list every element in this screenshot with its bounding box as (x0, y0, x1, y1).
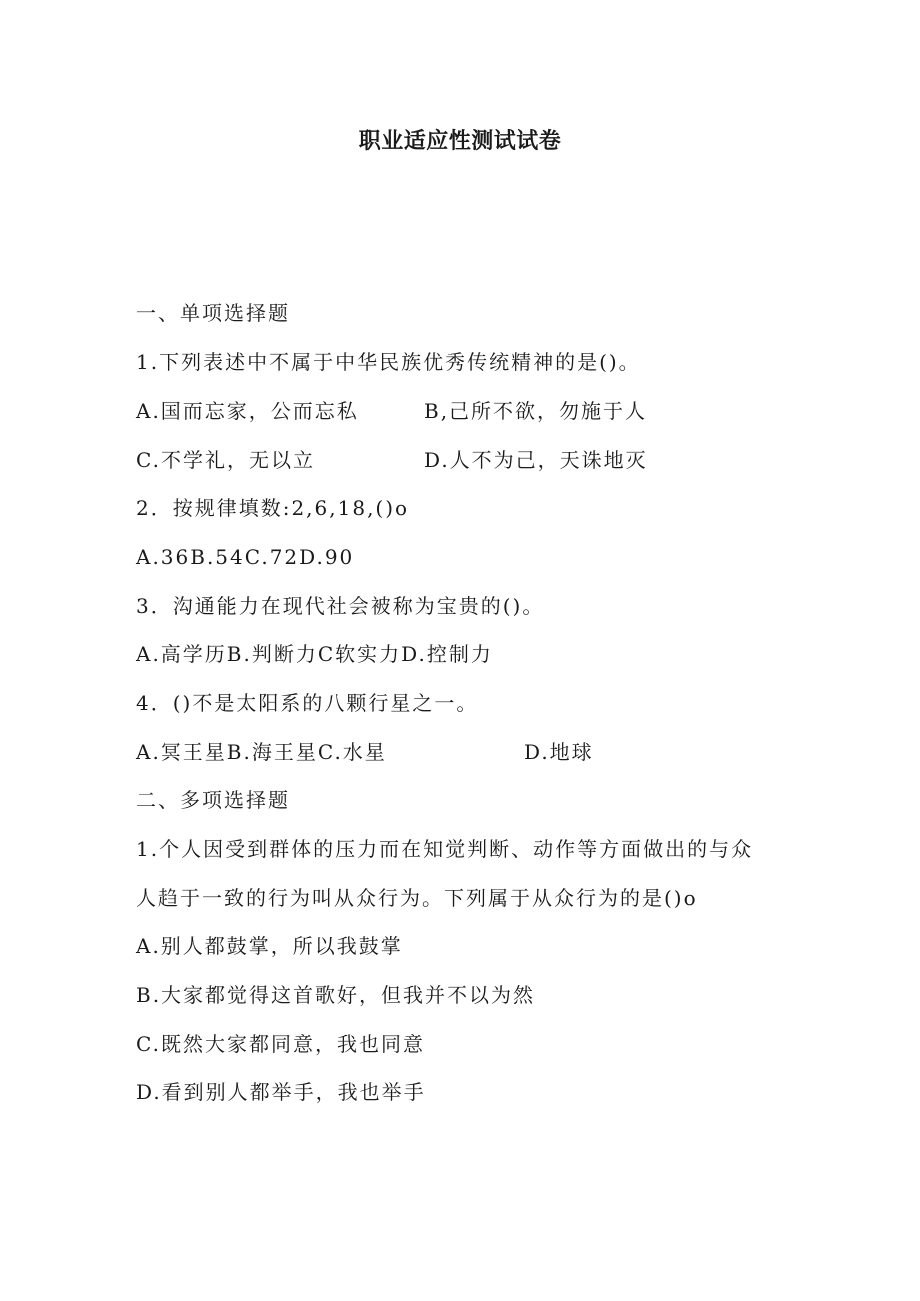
document-title: 职业适应性测试试卷 (358, 129, 562, 154)
question-1-option-b: B,己所不欲，勿施于人 (424, 399, 648, 423)
mc-question-1-option-a: A.别人都鼓掌，所以我鼓掌 (136, 934, 403, 958)
question-4-options (136, 738, 594, 766)
question-1-option-a: A.国而忘家，公而忘私 (136, 399, 359, 423)
section-heading-single-choice: 一、单项选择题 (136, 301, 290, 325)
mc-question-1-option-c: C.既然大家都同意，我也同意 (136, 1032, 425, 1056)
question-1-options-row2 (136, 446, 648, 474)
mc-question-1-option-d: D.看到别人都举手，我也举手 (136, 1080, 426, 1104)
question-4-stem: 4．()不是太阳系的八颗行星之一。 (136, 691, 479, 715)
question-1-option-c: C.不学礼，无以立 (136, 448, 315, 472)
section-heading-multiple-choice: 二、多项选择题 (136, 788, 290, 812)
question-4-options-abc: A.冥王星B.海王星C.水星 (136, 740, 387, 764)
question-3-options: A.高学历B.判断力C软实力D.控制力 (136, 642, 493, 666)
question-1-options-row1 (136, 397, 648, 425)
question-3-stem: 3．沟通能力在现代社会被称为宝贵的()。 (136, 594, 545, 618)
question-2-options: A.36B.54C.72D.90 (136, 545, 355, 569)
mc-question-1-stem-line2: 人趋于一致的行为叫从众行为。下列属于从众行为的是()o (136, 886, 698, 910)
question-1-stem: 1.下列表述中不属于中华民族优秀传统精神的是()。 (136, 350, 641, 374)
question-2-stem: 2．按规律填数:2,6,18,()o (136, 496, 410, 520)
mc-question-1-option-b: B.大家都觉得这首歌好，但我并不以为然 (136, 983, 536, 1007)
question-4-option-d: D.地球 (524, 740, 594, 764)
mc-question-1-stem-line1: 1.个人因受到群体的压力而在知觉判断、动作等方面做出的与众 (136, 837, 754, 861)
question-1-option-d: D.人不为己，天诛地灭 (424, 448, 648, 472)
